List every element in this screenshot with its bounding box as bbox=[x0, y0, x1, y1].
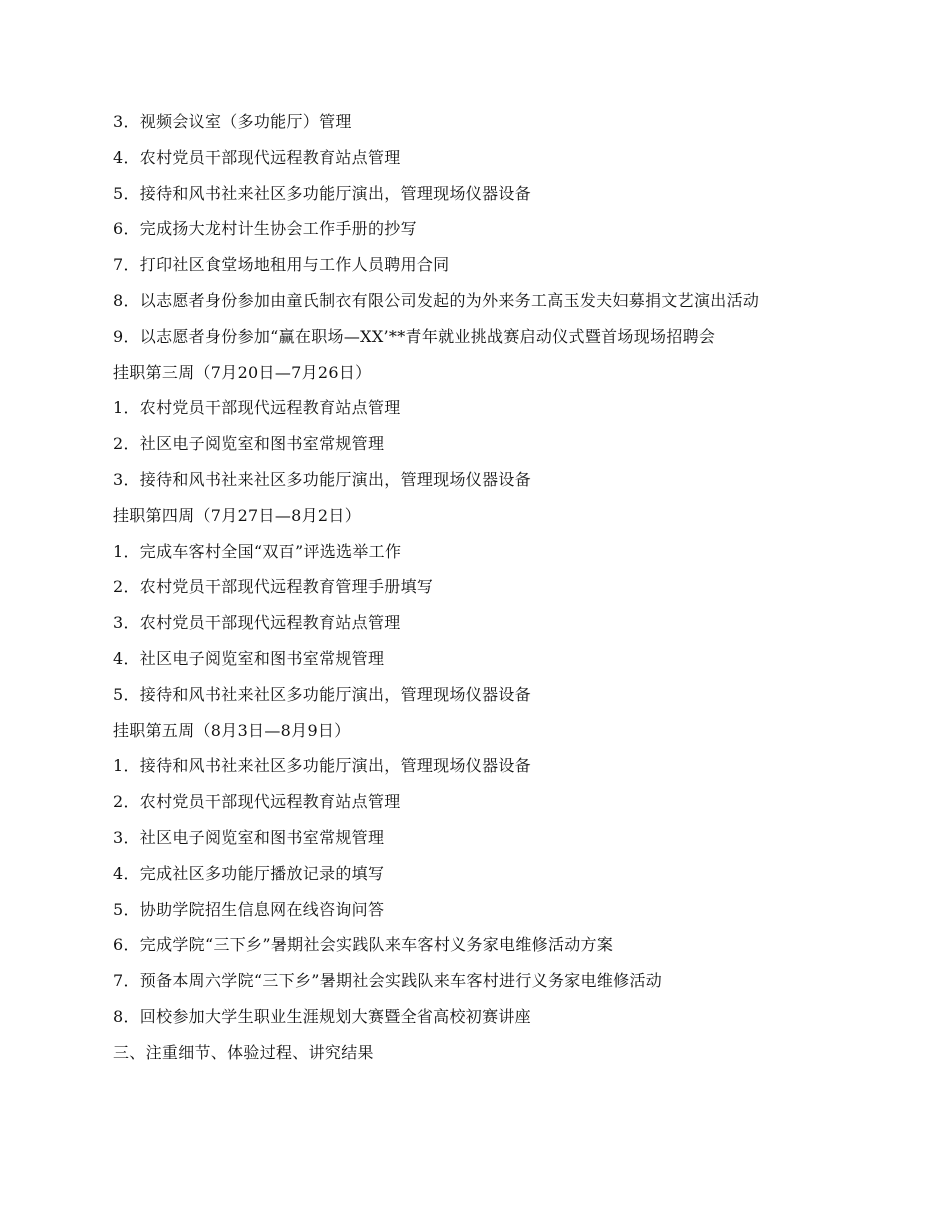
list-item: 4．农村党员干部现代远程教育站点管理 bbox=[113, 147, 401, 167]
list-item: 2．社区电子阅览室和图书室常规管理 bbox=[113, 434, 385, 454]
list-item: 1．接待和风书社来社区多功能厅演出，管理现场仪器设备 bbox=[113, 756, 531, 776]
list-item: 8．回校参加大学生职业生涯规划大赛暨全省高校初赛讲座 bbox=[113, 1006, 531, 1026]
list-item: 3．社区电子阅览室和图书室常规管理 bbox=[113, 827, 385, 847]
list-item: 4．完成社区多功能厅播放记录的填写 bbox=[113, 863, 385, 883]
list-item: 3．视频会议室（多功能厅）管理 bbox=[113, 112, 352, 131]
list-item: 3．农村党员干部现代远程教育站点管理 bbox=[113, 613, 401, 633]
list-item: 6．完成扬大龙村计生协会工作手册的抄写 bbox=[113, 219, 417, 239]
section-heading: 挂职第五周（8月3日—8月9日） bbox=[113, 720, 351, 740]
list-item: 9．以志愿者身份参加“赢在职场—XX’**青年就业挑战赛启动仪式暨首场现场招聘会 bbox=[113, 326, 716, 346]
list-item: 2．农村党员干部现代远程教育站点管理 bbox=[113, 792, 401, 812]
list-item: 7．预备本周六学院“三下乡”暑期社会实践队来车客村进行义务家电维修活动 bbox=[113, 971, 663, 991]
list-item: 3．接待和风书社来社区多功能厅演出，管理现场仪器设备 bbox=[113, 469, 531, 489]
section-heading: 挂职第四周（7月27日—8月2日） bbox=[113, 505, 361, 525]
list-item: 2．农村党员干部现代远程教育管理手册填写 bbox=[113, 577, 434, 597]
list-item: 5．接待和风书社来社区多功能厅演出，管理现场仪器设备 bbox=[113, 183, 531, 203]
section-heading: 三、注重细节、体验过程、讲究结果 bbox=[113, 1042, 374, 1062]
list-item: 7．打印社区食堂场地租用与工作人员聘用合同 bbox=[113, 255, 450, 275]
list-item: 4．社区电子阅览室和图书室常规管理 bbox=[113, 648, 385, 668]
list-item: 6．完成学院“三下乡”暑期社会实践队来车客村义务家电维修活动方案 bbox=[113, 935, 614, 955]
list-item: 5．协助学院招生信息网在线咨询问答 bbox=[113, 899, 385, 919]
list-item: 1．农村党员干部现代远程教育站点管理 bbox=[113, 398, 401, 418]
list-item: 1．完成车客村全国“双百”评选选举工作 bbox=[113, 541, 402, 561]
list-item: 5．接待和风书社来社区多功能厅演出，管理现场仪器设备 bbox=[113, 684, 531, 704]
document-body bbox=[113, 110, 838, 1065]
section-heading: 挂职第三周（7月20日—7月26日） bbox=[113, 362, 372, 382]
list-item: 8．以志愿者身份参加由童氏制衣有限公司发起的为外来务工高玉发夫妇募捐文艺演出活动 bbox=[113, 290, 760, 310]
